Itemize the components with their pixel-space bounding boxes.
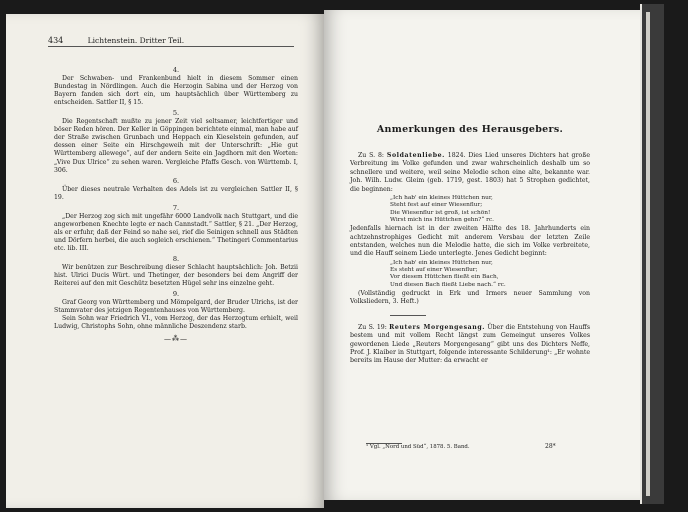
poem-line: Wirst mich ins Hüttchen gehn?“ rc. bbox=[390, 216, 495, 223]
note-number: 8. bbox=[172, 255, 180, 264]
poem-quote bbox=[350, 260, 590, 289]
ornament-divider: —⁂— bbox=[164, 335, 188, 344]
note-number: 7. bbox=[172, 203, 180, 212]
poem-line: Steht fest auf einer Wiesenflur; bbox=[390, 202, 483, 209]
poem-line: Vor diesem Hüttchen fließt ein Bach, bbox=[390, 274, 499, 281]
note-text: Graf Georg von Württemberg und Mömpelgard, der Bruder Ulrichs, ist der Stammvater des jetzigen Regentenhauses von Württemberg. bbox=[54, 299, 298, 315]
page-reference: Zu S. 19: bbox=[358, 323, 387, 331]
note-text: Sein Sohn war Friedrich VI., vom Herzog, der das Herzogtum erhielt, weil Ludwig, Christophs Sohn, ohne männliche Deszendenz starb. bbox=[54, 315, 298, 331]
left-page-notes bbox=[54, 64, 298, 344]
note-text: Über dieses neutrale Verhalten des Adels ist zu vergleichen Sattler II, § 19. bbox=[54, 185, 298, 201]
song-title: Reuters Morgengesang. bbox=[389, 323, 486, 331]
note-text: Der Schwaben- und Frankenbund hielt in diesem Sommer einen Bundestag in Nördlingen. Auch die Herzogin Sabina und der Herzog von Bayern fanden sich dort ein, um hauptsächlich über Württemberg zu entscheiden. Sattler II, § 15. bbox=[54, 75, 298, 107]
paragraph-text: 1824. Dies Lied unseres Dichters hat große Verbreitung im Volke gefunden und zwar wahrscheinlich deshalb um so schnellere und weitere, weil seine Melodie schon eine alte, bekannte war. Joh. Wilh. Ludw. Gleim (geb. 1719, gest. 1803) hat 5 Strophen gedichtet, die beginnen: bbox=[350, 152, 590, 193]
note-number: 4. bbox=[172, 66, 180, 74]
note-number: 6. bbox=[172, 176, 180, 185]
left-running-head bbox=[48, 36, 294, 47]
poem-line: Es steht auf einer Wiesenflur; bbox=[390, 267, 478, 274]
paragraph-reuters-morgengesang bbox=[350, 324, 590, 366]
poem-line: Die Wiesenflur ist groß, ist schön! bbox=[390, 209, 491, 216]
section-title: Anmerkungen des Herausgebers. bbox=[376, 124, 564, 135]
poem-line: Und diesen Bach fließt Liebe nach.“ rc. bbox=[390, 281, 506, 288]
paragraph-text: (Vollständig gedruckt in Erk und Irmers neuer Sammlung von Volksliedern, 3. Heft.) bbox=[350, 290, 590, 306]
paragraph-text: Über die Entstehung von Hauffs bestem und mit vollem Recht längst zum Gemeingut unseres Volkes gewordenen Liede „Reuters Morgengesang“ gibt uns des Dichters Neffe, Prof. J. Klaiber in Stuttgart, folgende interessante Schilderung¹: „Er wohnte bereits im Hause der Mutter: da erwacht er bbox=[350, 323, 591, 365]
note-text: „Der Herzog zog sich mit ungefähr 6000 Landvolk nach Stuttgart, und die angeworbenen Knechte legte er nach Cannstadt.“ Sattler, § 21. „Der Herzog, als er erfuhr, daß der Feind so nahe sei, rief die Seinigen schnell aus Städten und Dörfern herbei, die auch sogleich erschienen.“ Thetingeri Commentarius etc. lib. III. bbox=[54, 212, 298, 252]
paragraph-text: Jedenfalls hiernach ist in der zweiten Hälfte des 18. Jahrhunderts ein achtzehnstrophiges Gedicht mit anderem Versbau der letzten Zeile entstanden, welches nun die Melodie hatte, die sich im Volke verbreitete, und die Hauff seinem Liede unterlegte. Jenes Gedicht beginnt: bbox=[350, 225, 590, 258]
page-block-edge bbox=[646, 12, 650, 496]
note-number: 9. bbox=[172, 290, 180, 299]
page-reference: Zu S. 8: bbox=[358, 152, 385, 159]
section-separator bbox=[390, 315, 426, 316]
paragraph-soldatenliebe bbox=[350, 152, 590, 194]
note-number: 5. bbox=[172, 109, 180, 118]
note-text: Wir benützen zur Beschreibung dieser Schlacht hauptsächlich: Joh. Betzii hist. Ulrici Ducis Würt. und Thetinger, der besonders bei dem Angriff der Reiterei auf den mit Geschütz besetzten Hügel sehr ins einzelne geht. bbox=[54, 264, 298, 288]
signature-mark: 28* bbox=[545, 443, 556, 450]
book-cover-edge bbox=[640, 4, 664, 504]
poem-quote bbox=[350, 195, 590, 224]
poem-line: „Ich hab' ein kleines Hüttchen nur, bbox=[390, 259, 493, 266]
note-text: Die Regentschaft mußte zu jener Zeit viel seltsamer, leichtfertiger und böser Reden hören. Der Keller in Göppingen berichtete einmal, man habe auf der Straße zwischen Grunbach und Heppach ein Kieselstein gefunden, auf dessen einer Seite ein Hirschgeweih mit der Unterschrift: „Hie gut Württemberg allewege“, auf der andern Seite ein Jagdhorn mit den Worten: „Vive Dux Ulrice“ zu sehen waren. Vergleiche Pfaffs Gesch. von Württemb. I, 306. bbox=[54, 118, 298, 174]
footnote-text: ¹ Vgl. „Nord und Süd“, 1878. 5. Band. bbox=[366, 444, 470, 450]
page-number: 434 bbox=[48, 36, 64, 45]
song-title: Soldatenliebe. bbox=[386, 152, 445, 159]
right-page-body bbox=[350, 152, 590, 366]
poem-line: „Ich hab' ein kleines Hüttchen nur, bbox=[390, 195, 493, 202]
running-head-text: Lichtenstein. Dritter Teil. bbox=[87, 36, 185, 45]
